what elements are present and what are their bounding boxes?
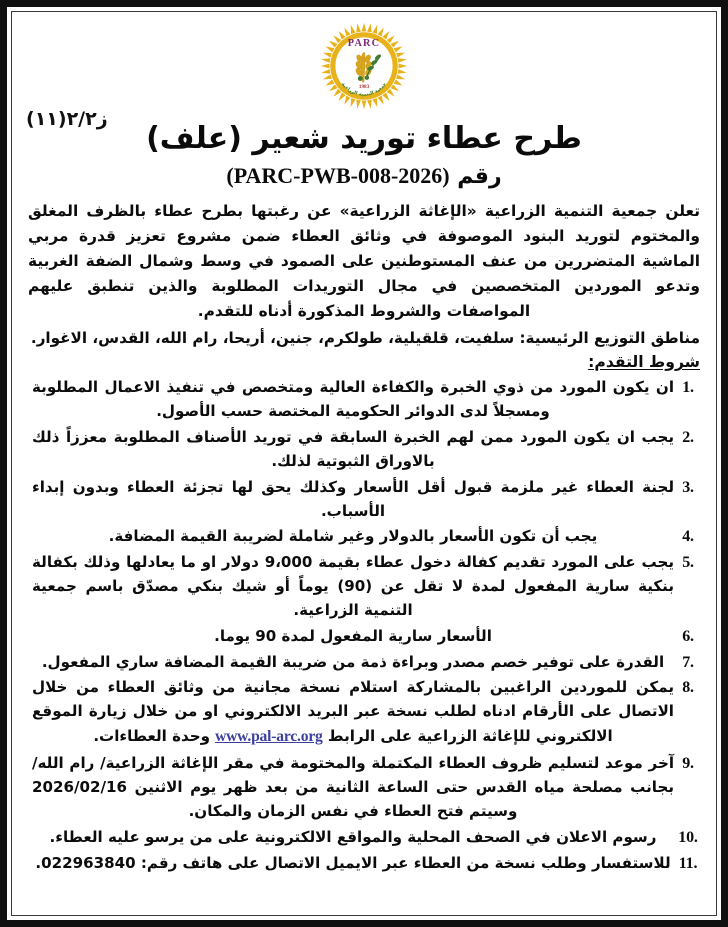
condition-item-8 — [32, 675, 674, 749]
condition-item-9: آخر موعد لتسليم ظروف العطاء المكتملة والمختومة في مقر الإغاثة الزراعية/ رام الله/ بجانب مصلحة مياه القدس حتى الساعة الثانية من بعد ظهر يوم الاثنين 2026/02/16 وسيتم فتح العطاء في نفس الزمان والمكان. — [32, 753, 674, 821]
parc-logo — [320, 22, 408, 110]
condition-item-10: رسوم الاعلان في الصحف المحلية والمواقع الالكترونية على من يرسو عليه العطاء. — [49, 827, 657, 846]
page-content — [12, 12, 716, 915]
condition-item-2: يجب ان يكون المورد ممن لهم الخبرة السابقة في توريد الأصناف المطلوبة معززاً ذلك بالاوراق الثبوتية لذلك. — [32, 427, 674, 470]
condition-8-text-before: يمكن للموردين الراغبين بالمشاركة استلام نسخة مجانية من وثائق العطاء من خلال الاتصال على الأرقام ادناه لطلب نسخة عبر البريد الالكتروني او من خلال زيارة الموقع الالكتروني للإغاثة الزراعية على الرابط — [32, 678, 674, 745]
logo-container — [28, 22, 700, 114]
reference-line — [28, 162, 700, 191]
svg-text:جمعية التنمية الزراعية: جمعية التنمية الزراعية — [339, 82, 389, 98]
intro-paragraph: تعلن جمعية التنمية الزراعية «الإغاثة الزراعية» عن رغبتها بطرح عطاء بالظرف المغلق والمختوم لتوريد البنود الموصوفة في وثائق العطاء ضمن مشروع تعزيز قدرة مربي الماشية المتضررين من عنف المستوطنين على الصمود في وسط وشمال الضفة الغربية وتدعو الموردين المتخصصين في مجال التوريدات المطلوبة والذين تنطبق عليهم المواصفات والشروط المذكورة أدناه للتقدم. — [28, 202, 700, 320]
conditions-heading: شروط التقدم: — [588, 353, 700, 372]
svg-text:1983: 1983 — [358, 84, 370, 90]
condition-item-1: ان يكون المورد من ذوي الخبرة والكفاءة العالية ومتخصص في تنفيذ الاعمال المطلوبة ومسجلاً لدى الدوائر الحكومية المختصة حسب الأصول. — [32, 378, 674, 421]
condition-item-11: للاستفسار وطلب نسخة من العطاء عبر الايميل الاتصال على هاتف رقم: 022963840. — [35, 853, 671, 872]
condition-item-4: يجب أن تكون الأسعار بالدولار وغير شاملة لضريبة القيمة المضافة. — [108, 527, 598, 546]
reference-prefix: رقم — [457, 163, 502, 189]
page-title: طرح عطاء توريد شعير (علف) — [146, 121, 582, 156]
title-block — [28, 120, 700, 190]
svg-text:PARC: PARC — [347, 38, 381, 50]
corner-reference: ز٢/٢(١١) — [26, 108, 108, 130]
distribution-areas-line: مناطق التوزيع الرئيسية: سلفيت، قلقيلية، طولكرم، جنين، أريحا، رام الله، القدس، الاغوار. — [30, 328, 700, 347]
condition-item-7: القدرة على توفير خصم مصدر وبراءة ذمة من ضريبة القيمة المضافة ساري المفعول. — [41, 652, 665, 671]
conditions-list — [28, 375, 700, 875]
condition-8-text-after: وحدة العطاءات. — [93, 726, 210, 745]
page-inner-border — [11, 11, 717, 916]
condition-item-3: لجنة العطاء غير ملزمة قبول أقل الأسعار وكذلك يحق لها تجزئة العطاء وبدون إبداء الأسباب. — [32, 477, 674, 520]
parc-website-link[interactable]: www.pal-arc.org — [215, 727, 323, 745]
condition-item-5: يجب على المورد تقديم كفالة دخول عطاء بقيمة 9،000 دولار او ما يعادلها وذلك بكفالة بنكية سارية المفعول لمدة لا تقل عن (90) يوماً أو شيك بنكي مصدّق باسم جمعية التنمية الزراعية. — [32, 553, 675, 620]
reference-number: (PARC-PWB-008-2026) — [226, 162, 450, 188]
condition-item-6: الأسعار سارية المفعول لمدة 90 يوما. — [214, 626, 492, 645]
